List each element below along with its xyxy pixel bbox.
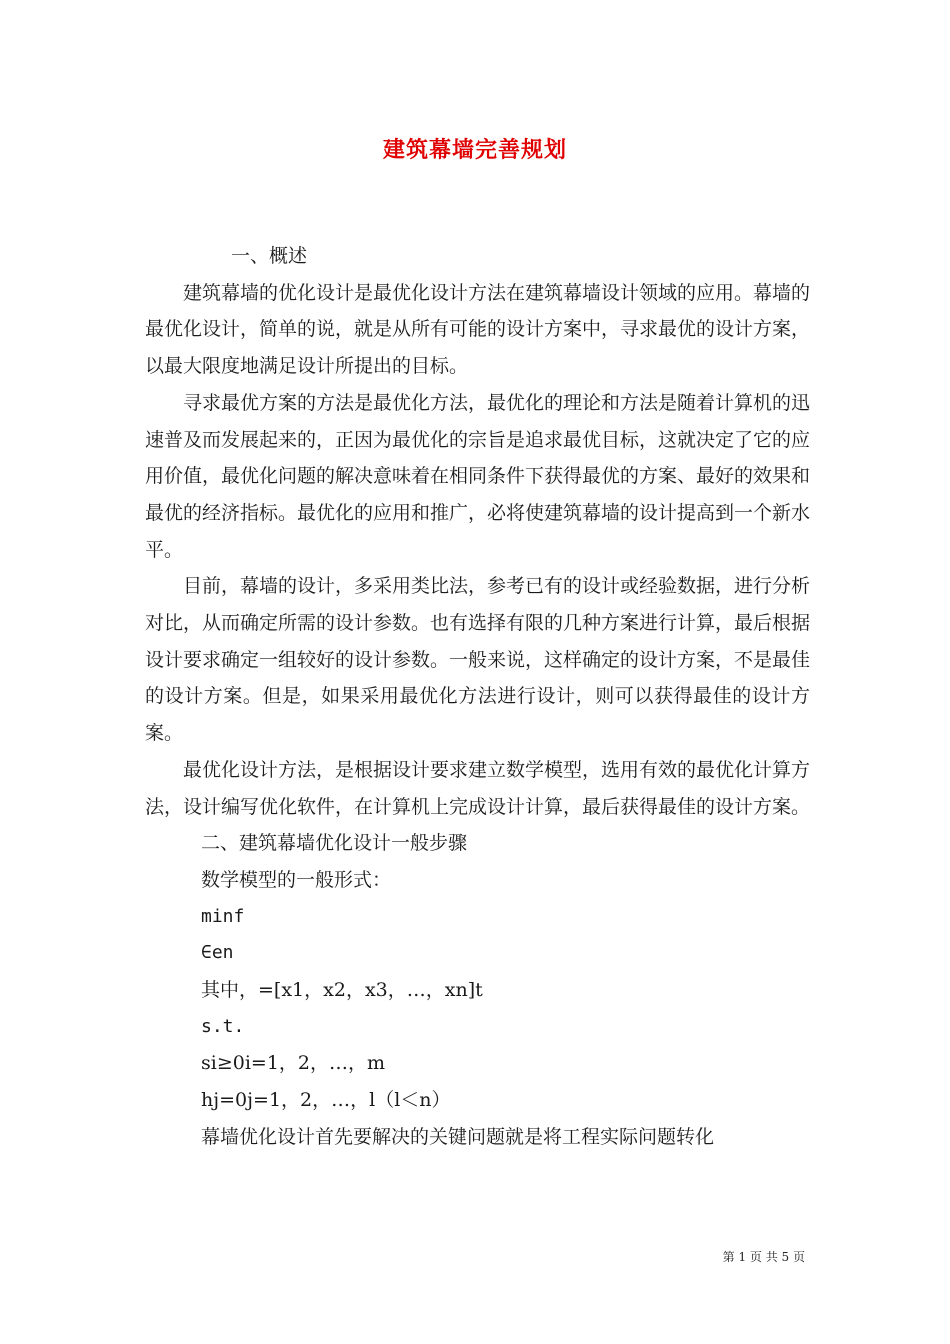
document-body: [145, 238, 810, 1156]
formula-line: 其中，=[x1，x2，x3，…，xn]t: [201, 979, 483, 1002]
section-heading-overview: 一、概述: [231, 245, 308, 267]
formula-line: minf: [201, 905, 245, 927]
paragraph: 建筑幕墙的优化设计是最优化设计方法在建筑幕墙设计领域的应用。幕墙的最优化设计，简单的说，就是从所有可能的设计方案中，寻求最优的设计方案，以最大限度地满足设计所提出的目标。: [145, 281, 811, 378]
formula-line: si≥0i=1，2，…，m: [201, 1052, 386, 1075]
section-heading-steps: 二、建筑幕墙优化设计一般步骤: [201, 832, 468, 855]
formula-line: ∈en: [201, 942, 234, 964]
paragraph: 目前，幕墙的设计，多采用类比法，参考已有的设计或经验数据，进行分析对比，从而确定所需的设计参数。也有选择有限的几种方案进行计算，最后根据设计要求确定一组较好的设计参数。一般来说，这样确定的设计方案，不是最佳的设计方案。但是，如果采用最优化方法进行设计，则可以获得最佳的设计方案。: [145, 575, 811, 745]
formula-line: hj=0j=1，2，…，l（l＜n）: [201, 1089, 451, 1112]
document-title: 建筑幕墙完善规划: [382, 137, 567, 163]
closing-line: 幕墙优化设计首先要解决的关键问题就是将工程实际问题转化: [201, 1125, 715, 1148]
page-footer: 第 1 页 共 5 页: [722, 1250, 805, 1264]
paragraph: 最优化设计方法，是根据设计要求建立数学模型，选用有效的最优化计算方法，设计编写优化软件，在计算机上完成设计计算，最后获得最佳的设计方案。: [145, 758, 811, 818]
formula-line: s.t.: [201, 1015, 245, 1037]
model-intro: 数学模型的一般形式：: [201, 868, 392, 891]
paragraph: 寻求最优方案的方法是最优化方法，最优化的理论和方法是随着计算机的迅速普及而发展起来的，正因为最优化的宗旨是追求最优目标，这就决定了它的应用价值，最优化问题的解决意味着在相同条件下获得最优的方案、最好的效果和最优的经济指标。最优化的应用和推广，必将使建筑幕墙的设计提高到一个新水平。: [145, 391, 811, 561]
